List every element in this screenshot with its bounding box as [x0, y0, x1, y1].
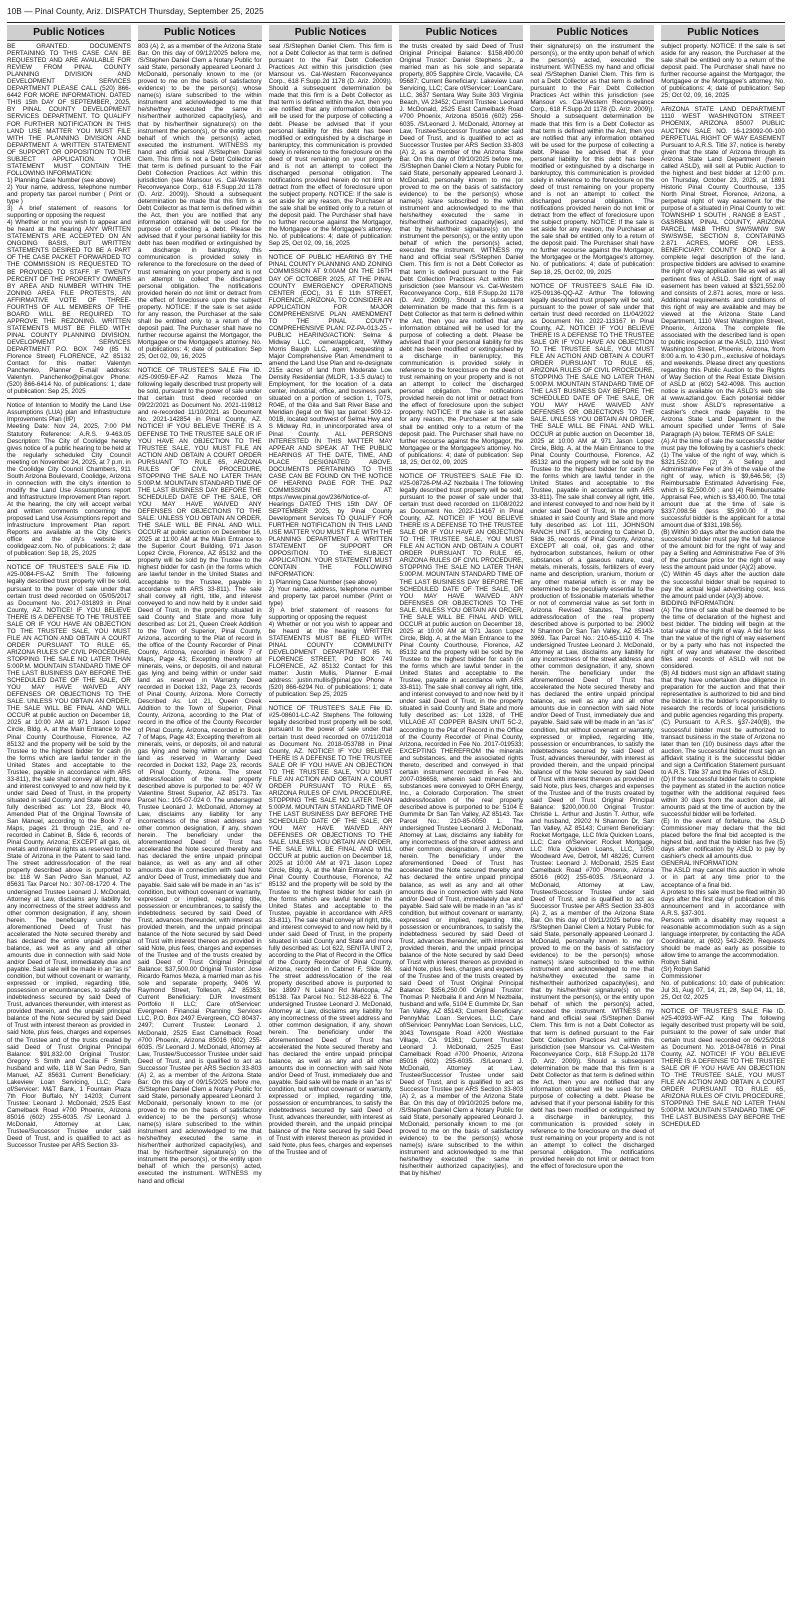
notice-paragraph: (A) The time of sale shall be deemed to be the time of declaration of the highest and best bidder. The bidding will begin at the total value of the right of way. A bid for less than the value of the right of way easement or by a party who has not inspected the right of way and whatever the described files and records of ASLD will not be considered. [661, 606, 785, 671]
column-body [530, 43, 654, 1170]
column-body [661, 43, 785, 1128]
notice-paragraph: NOTICE OF TRUSTEE'S SALE File ID. #25-09136-QQ-AZ Arthur The following legally described trust property will be sold, pursuant to the power of sale under that certain trust deed recorded on 11/04/2022 as Document No. 2022-113167 in Pinal County, AZ. NOTICE! IF YOU BELIEVE THERE IS A DEFENSE TO THE TRUSTEE SALE OR IF YOU HAVE AN OBJECTION TO THE TRUSTEE SALE, YOU MUST FILE AN ACTION AND OBTAIN A COURT ORDER PURSUANT TO RULE 65, ARIZONA RULES OF CIVIL PROCEDURE, STOPPING THE SALE NO LATER THAN 5:00P.M. MOUNTAIN STANDARD TIME OF THE LAST BUSINESS DAY BEFORE THE SCHEDULED DATE OF THE SALE, OR YOU MAY HAVE WAIVED ANY DEFENSES OR OBJECTIONS TO THE SALE. UNLESS YOU OBTAIN AN ORDER, THE SALE WILL BE FINAL AND WILL OCCUR at public auction on December 18, 2025 at 10:00 AM at 971 Jason Lopez Circle, Bldg. A, at the Main Entrance to the Pinal County Courthouse, Florence, AZ 85132 and the property will be sold by the Trustee to the highest bidder for cash (in the forms which are lawful tender in the United States and acceptable to the Trustee, payable in accordance with ARS 33-811). The sale shall convey all right, title, and interest conveyed to and now held by it under said Deed of Trust, in the property situated in said County and State and more fully described as: Lot 111, JOHNSON RANCH UNIT 15, according to Cabinet D, Slide 35, records of Pinal County, Arizona; EXCEPT all coal, oil, gas and other hydrocarbon substances, helium or other substances of a gaseous nature, coal, metals, minerals, fossils, fertilizers of every name and description, uranium, thorium or any other material which is or may be determined to be peculiarly essential to the production of fissionable materials whether or not of commercial value as set forth in Arizona Revised Statutes. The street address/location of the real property described above is purported to be: 29002 N Shannon Dr San Tan Valley, AZ 85143-3969. Tax Parcel No.: 210-65-1110 4. The undersigned Trustee Leonard J. McDonald, Attorney at Law, disclaims any liability for any incorrectness of the street address and other common designation, if any, shown herein. The beneficiary under the aforementioned Deed of Trust has accelerated the Note secured thereby and has declared the entire unpaid principal balance, as well as any and all other amounts due in connection with said Note and/or Deed of Trust, immediately due and payable. Said sale will be made in an "as is" condition, but without covenant or warranty, expressed or implied, regarding title, possession or encumbrances, to satisfy the indebtedness secured by said Deed of Trust, advances thereunder, with interest as provided therein, and the unpaid principal balance of the Note secured by said Deed of Trust with interest thereon as provided in said Note, plus fees, charges and expenses of the Trustee and of the trusts created by said Deed of Trust Original Principal Balance: $200,000.00 Original Trustor: Christie L. Arthur and Justin T. Arthur, wife and husband, 29202 N Shannon Dr, San Tan Valley, AZ 85143; Current Beneficiary: Rocket Mortgage, LLC f/k/a Quicken Loans, LLC; Care of/Servicer: Rocket Mortgage, LLC f/k/a Quicken Loans, LLC, 1050 Woodward Ave, Detroit, MI 48226; Current Trustee: Leonard J. McDonald, 2525 East Camelback Road #700 Phoenix, Arizona 85016 (602) 255-6035. /S/Leonard J. McDonald, Attorney at Law, Trustee/Successor Trustee under said Deed of Trust, and is qualified to act as Successor Trustee per ARS Section 33-803 (A) 2, as a member of the Arizona State Bar. On this day of 09/11/2025 before me, /S/Stephen Daniel Clem a Notary Public for said State, personally appeared Leonard J. McDonald, personally known to me (or proved to me on the basis of satisfactory evidence) to be the person(s) whose name(s) is/are subscribed to the within instrument and acknowledged to me that he/she/they executed the same in his/her/their authorized capacity(ies), and that by his/her/their signature(s) on the instrument the person(s), or the entity upon behalf of which the person(s) acted, executed the instrument. WITNESS my hand and official seal /S/Stephen Daniel Clem. This firm is not a Debt Collector as that term is defined pursuant to the Fair Debt Collection Practices Act within this jurisdiction (see Mansour vs. Cal-Western Reconveyance Corp., 618 F.Supp.2d 1178 (D. Ariz. 2009)). Should a subsequent determination be made that this firm is a Debt Collector as that term is defined within the Act, then you are notified that any information obtained will be used for the purpose of collecting a debt. Please be advised that if your personal liability for this debt has been modified or extinguished by a discharge in bankruptcy, this communication is provided solely in reference to the foreclosure on the deed of trust remaining on your property and is not an attempt to collect the discharged personal obligation. The notifications provided herein do not limit or detract from the effect of foreclosure upon the [530, 282, 655, 1171]
legal-notice [138, 43, 262, 360]
notice-paragraph: 1) Planning Case Number (see above) [7, 176, 116, 184]
notice-paragraph: NOTICE OF TRUSTEE'S SALE File ID. #25-08601-LC-AZ Stephens The following legally described trust property will be sold, pursuant to the power of sale under that certain trust deed recorded on 07/11/2018 as Document No. 2018-053788 in Pinal County, AZ. NOTICE! IF YOU BELIEVE THERE IS A DEFENSE TO THE TRUSTEE SALE OR IF YOU HAVE AN OBJECTION TO THE TRUSTEE SALE, YOU MUST FILE AN ACTION AND OBTAIN A COURT ORDER PURSUANT TO RULE 65, ARIZONA RULES OF CIVIL PROCEDURE, STOPPING THE SALE NO LATER THAN 5:00P.M. MOUNTAIN STANDARD TIME OF THE LAST BUSINESS DAY BEFORE THE SCHEDULED DATE OF THE SALE, OR YOU MAY HAVE WAIVED ANY DEFENSES OR OBJECTIONS TO THE SALE. UNLESS YOU OBTAIN AN ORDER, THE SALE WILL BE FINAL AND WILL OCCUR at public auction on December 18, 2025 at 10:00 AM at 971 Jason Lopez Circle, Bldg. A, at the Main Entrance to the Pinal County Courthouse, Florence, AZ 85132 and the property will be sold by the Trustee to the highest bidder for cash (in the forms which are lawful tender in the United States and acceptable to the Trustee, payable in accordance with ARS 33-811). The sale shall convey all right, title, and interest conveyed to and now held by it under said Deed of Trust, in the property situated in said County and State and more fully described as: Lot 622, SENITA UNIT 2, according to the Plat of Record in the Office of the County Recorder of Pinal County, Arizona, recorded in Cabinet F, Slide 98. The street address/location of the real property described above is purported to be: 18997 N Leland Rd Maricopa, AZ 85138. Tax Parcel No.: 512-38-622 6. The undersigned Trustee Leonard J. McDonald, Attorney at Law, disclaims any liability for any incorrectness of the street address and other common designation, if any, shown herein. The beneficiary under the aforementioned Deed of Trust has accelerated the Note secured thereby and has declared the entire unpaid principal balance, as well as any and all other amounts due in connection with said Note and/or Deed of Trust, immediately due and payable. Said sale will be made in an "as is" condition, but without covenant or warranty, expressed or implied, regarding title, possession or encumbrances, to satisfy the indebtedness secured by said Deed of Trust, advances thereunder, with interest as provided therein, and the unpaid principal balance of the Note secured by said Deed of Trust with interest thereon as provided in said Note, plus fees, charges and expenses of the Trustee and of [268, 705, 393, 1157]
notice-column-2 [138, 25, 262, 1615]
notice-column-4 [399, 25, 523, 1615]
notice-paragraph: 3) A brief statement of reasons for supporting or opposing the request [7, 205, 131, 220]
legal-notice [7, 560, 131, 1149]
notice-paragraph: the trusts created by said Deed of Trust Original Principal Balance: $158,490.00 Original Trustor: Daniel Stephens Jr., a married man as his sole and separate property, 805 Sapphire Circle, Vacaville, CA 95687; Current Beneficiary: Lakeview Loan Servicing, LLC; Care of/Servicer: LoanCare, LLC, 3637 Sentara Way Suite 303 Virginia Beach, VA 23452; Current Trustee: Leonard J. McDonald, 2525 East Camelback Road #700 Phoenix, Arizona 85016 (602) 256-6035. /S/Leonard J. McDonald, Attorney at Law, Trustee/Successor Trustee under said Deed of Trust, and is qualified to act as Successor Trustee per ARS Section 33-803 (A) 2, as a member of the Arizona State Bar. On this day of 09/10/2025 before me, /S/Stephen Daniel Clem a Notary Public for said State, personally appeared Leonard J. McDonald, personally known to me (or proved to me on the basis of satisfactory evidence) to be the person(s) whose name(s) is/are subscribed to the within instrument and acknowledged to me that he/she/they executed the same in his/her/their authorized capacity(ies), and that by his/her/their signature(s) on the instrument the person(s), or the entity upon behalf of which the person(s) acted, executed the instrument. WITNESS my hand and official seal /S/Stephen Daniel Clem. This firm is not a Debt Collector as that term is defined pursuant to the Fair Debt Collection Practices Act within this jurisdiction (see Mansour vs. Cal-Western Reconveyance Corp., 618 F.Supp.2d 1178 (D. Ariz. 2009)). Should a subsequent determination be made that this firm is a Debt Collector as that term is defined within the Act, then you are notified that any information obtained will be used for the purpose of collecting a debt. Please be advised that if your personal liability for this debt has been modified or extinguished by a discharge in bankruptcy, this communication is provided solely in reference to the foreclosure on the deed of trust remaining on your property and is not an attempt to collect the discharged personal obligation. The notifications provided herein do not limit or detract from the effect of foreclosure upon the subject property. NOTICE: If the sale is set aside for any reason, the Purchaser at the sale shall be entitled only to a return of the deposit paid. The Purchaser shall have no further recourse against the Mortgagor, the Mortgagee or the Mortgagee's attorney. No. of publications: 4; date of publication: Sep 18, 25, Oct 02, 09, 2025 [399, 43, 524, 466]
column-body [269, 43, 393, 1156]
notice-paragraph: 3) A brief statement of reasons for supporting or opposing the request [268, 606, 393, 621]
notice-paragraph: (E) In the event of forfeiture, the ASLD Commissioner may declare that the bid placed before the final bid accepted is the highest bid, and that the bidder has five (5) days after notification by ASLD to pay by cashier's check all amounts due. [661, 818, 785, 861]
notice-paragraph: 2) Your name, address, telephone number and property tax parcel number ( Print or type ) [7, 183, 131, 206]
notice-column-1 [7, 25, 131, 1615]
notice-paragraph: seal /S/Stephen Daniel Clem. This firm is not a Debt Collector as that term is defined pursuant to the Fair Debt Collection Practices Act within this jurisdiction (see Mansour vs. Cal-Western Reconveyance Corp., 618 F.Supp.2d 1178 (D. Ariz. 2009)). Should a subsequent determination be made that this firm is a Debt Collector as that term is defined within the Act, then you are notified that any information obtained will be used for the purpose of collecting a debt. Please be advised that if your personal liability for this debt has been modified or extinguished by a discharge in bankruptcy, this communication is provided solely in reference to the foreclosure on the deed of trust remaining on your property and is not an attempt to collect the discharged personal obligation. The notifications provided herein do not limit or detract from the effect of foreclosure upon the subject property. NOTICE: If the sale is set aside for any reason, the Purchaser at the sale shall be entitled only to a return of the deposit paid. The Purchaser shall have no further recourse against the Mortgagor, the Mortgagee or the Mortgagee's attorney. No. of publications: 4; date of publication: Sep 25, Oct 02, 09, 16, 2025 [268, 43, 393, 248]
notice-paragraph: (Sr) Robyn Sahid [661, 966, 710, 974]
legal-notice [138, 363, 262, 1184]
legal-notice [7, 43, 131, 395]
legal-notice [399, 469, 523, 1178]
column-heading: Public Notices [530, 25, 654, 41]
notice-paragraph: subject property. NOTICE: If the sale is set aside for any reason, the Purchaser at the sale shall be entitled only to a return of the deposit paid. The Purchaser shall have no further recourse against the Mortgagor, the Mortgagee or the Mortgagee's attorney. No. of publications: 4; date of publication: Sep 25; Oct 02, 09, 16, 2025 [661, 43, 785, 100]
legal-notice [269, 701, 393, 1156]
column-body [399, 43, 523, 1178]
notice-paragraph: NOTICE OF TRUSTEE'S SALE File ID. #25-08726-PM-AZ Nezbaila I The following legally described trust property will be sold, pursuant to the power of sale under that certain trust deed recorded on 11/08/2022 as Document No. 2022-114167 in Pinal County, AZ. NOTICE! IF YOU BELIEVE THERE IS A DEFENSE TO THE TRUSTEE SALE OR IF YOU HAVE AN OBJECTION TO THE TRUSTEE SALE, YOU MUST FILE AN ACTION AND OBTAIN A COURT ORDER PURSUANT TO RULE 65, ARIZONA RULES OF CIVIL PROCEDURE, STOPPING THE SALE NO LATER THAN 5:00P.M. MOUNTAIN STANDARD TIME OF THE LAST BUSINESS DAY BEFORE THE SCHEDULED DATE OF THE SALE, OR YOU MAY HAVE WAIVED ANY DEFENSES OR OBJECTIONS TO THE SALE. UNLESS YOU OBTAIN AN ORDER, THE SALE WILL BE FINAL AND WILL OCCUR at public auction on December 18, 2025 at 10:00 AM at 971 Jason Lopez Circle, Bldg. A, at the Main Entrance to the Pinal County Courthouse, Florence, AZ 85132 and the property will be sold by the Trustee to the highest bidder for cash (in the forms which are lawful tender in the United States and acceptable to the Trustee, payable in accordance with ARS 33-811). The sale shall convey all right, title, and interest conveyed to and now held by it under said Deed of Trust, in the property situated in said County and State and more fully described as: Lot 1328, of THE VILLAGE AT COPPER BASIN UNIT 5C-2, according to the Plat of Record in the Office of the County Recorder of Pinal County, Arizona, recorded in Fee No. 2017-019533; EXCEPTING THEREFROM the minerals and substances, and the associated rights thereto, described and conveyed in that certain instrument recorded in Fee No. 2007-036658, wherein said minerals and substances were conveyed to ORH Energy, Inc., a Colorado Corporation. The street address/location of the real property described above is purported to be: 5104 E Gummite Dr San Tan Valley, AZ 85143. Tax Parcel No.: 210-85-0050 1. The undersigned Trustee Leonard J. McDonald, Attorney at Law, disclaims any liability for any incorrectness of the street address and other common designation, if any, shown herein. The beneficiary under the aforementioned Deed of Trust has accelerated the Note secured thereby and has declared the entire unpaid principal balance, as well as any and all other amounts due in connection with said Note and/or Deed of Trust, immediately due and payable. Said sale will be made in an "as is" condition, but without covenant or warranty, expressed or implied, regarding title, possession or encumbrances, to satisfy the indebtedness secured by said Deed of Trust, advances thereunder, with interest as provided therein, and the unpaid principal balance of the Note secured by said Deed of Trust with interest thereon as provided in said Note, plus fees, charges and expenses of the Trustee and of the trusts created by said Deed of Trust Original Principal Balance: $356,250.00 Original Trustor: Thomas P. Nezbaila II and Ann M Nezbaila, husband and wife, 5104 E Gummite Dr, San Tan Valley, AZ 85143; Current Beneficiary: PennyMac Loan Services, LLC; Care of/Servicer: PennyMac Loan Services, LLC, 3043 Townsgate Road #200 Westlake Village, CA 91361; Current Trustee: Leonard J. McDonald, 2525 East Camelback Road #700 Phoenix, Arizona 85016 (602) 255-6035. /S/Leonard J. McDonald, Attorney at Law, Trustee/Successor Trustee under said Deed of Trust, and is qualified to act as Successor Trustee per ARS Section 33-803 (A) 2, as a member of the Arizona State Bar. On this day of 09/10/2025 before me, /S/Stephen Daniel Clem a Notary Public for said State, personally appeared Leonard J. McDonald, personally known to me (or proved to me on the basis of satisfactory evidence) to be the person(s) whose name(s) is/are subscribed to the within instrument and acknowledged to me that he/she/they executed the same in his/her/their authorized capacity(ies), and that by his/her/ [399, 472, 524, 1178]
notice-paragraph: Meeting Date: Nov 24, 2025, 7:00 PM Statutory Reference: A.R.S. 9-463.05 Description: The City of Coolidge hereby gives notice of a public hearing to be held at the regularly scheduled City Council meeting on November 24, 2025, at 7 p.m. in the Coolidge City Council Chambers, 911 South Arizona Boulevard, Coolidge, Arizona in connection with the city's intention to modify the Land Use Assumptions report and Infrastructure Improvement Plan report. At the hearing, the city will accept verbal and written comments concerning the proposed Land Use Assumptions report and Infrastructure Improvement Plan report. Reports are available at the City Clerk's office and the city's website at coolidgeaz.com. No. of publications: 2; date of publication: Sep 18, 25, 2025 [7, 423, 131, 558]
column-heading: Public Notices [399, 25, 523, 41]
notice-paragraph: ARIZONA STATE LAND DEPARTMENT 1110 WEST WASHINGTON STREET PHOENIX, ARIZONA 85007 PUBLIC AUCTION SALE NO. 16-123092-00-100 PERPETUAL RIGHT OF WAY EASEMENT Pursuant to A.R.S. Title 37, notice is hereby given that the state of Arizona through its Arizona State Land Department (herein called ASLD), will sell at Public Auction to the highest and best bidder at 12:00 p.m. on Thursday, October 23, 2025, at 1891 Historic Pinal County Courthouse, 135 North Pinal Street, Florence, Arizona, a perpetual right of way easement for the purpose of a situated in Pinal County to wit: TOWNSHIP 1 SOUTH , RANGE 8 EAST , G&SRB&M, PINAL COUNTY, ARIZONA PARCEL M&B THRU SW/SWNW SW SW/SWSE, SECTION 8, CONTAINING 2.871 ACRES, MORE OR LESS. BENEFICIARY: COUNTY BOND For a complete legal description of the land, prospective bidders are advised to examine the right of way application file as well as all pertinent files of ASLD. Said right of way easement has been valued at $321,552.00 and consists of 2.871 acres, more or less. Additional requirements and conditions of this right of way are available and may be viewed at the Arizona State Land Department, 1110 West Washington Street, Phoenix, Arizona. The complete file associated with the described land is open to public inspection at the ASLD, 1110 West Washington Street, Phoenix, Arizona, from 8:00 a.m. to 4:30 p.m., exclusive of holidays and weekends. Please direct any questions regarding this Public Auction to the Rights of Way Section of the Real Estate Division of ASLD at (602) 542-4098. This auction notice is available on the ASLD's web site at www.azland.gov. Each potential bidder must show ASLD's representative a cashier's check made payable to the Arizona State Land Department in the amount specified under Terms of Sale Paragraph (A) below. TERMS OF SALE: [661, 106, 785, 438]
column-heading: Public Notices [661, 25, 785, 41]
column-heading: Public Notices [7, 25, 131, 41]
legal-notice [269, 250, 393, 698]
legal-notice [530, 43, 654, 276]
notice-paragraph: (D) If the successful bidder fails to complete the payment as stated in the auction notice together with the additional required fees within 30 days from the auction date, all amounts paid at the time of auction by the successful bidder will be forfeited. [661, 775, 785, 819]
column-body [138, 43, 262, 1185]
notice-paragraph: 4) Whether or not you wish to appear and be heard at the hearing WRITTEN STATEMENTS MUST BE FILED WITH: PINAL COUNTY COMMUNITY DEVELOPMENT DEPARTMENT 85 N. FLORENCE STREET, PO BOX 749 FLORENCE, AZ 85132 Contact for this matter: Justin Mullis, Planner E-mail address: justin.mullis@pinal.gov Phone # (520) 866-6294 No. of publications: 1; date of publication: Sep 25, 2025 [268, 620, 393, 699]
notice-paragraph: 803 (A) 2, as a member of the Arizona State Bar. On this day of 09/12/2025 before me, /S/Stephen Daniel Clem a Notary Public for said State, personally appeared Leonard J. McDonald, personally known to me (or proved to me on the basis of satisfactory evidence) to be the person(s) whose name(s) is/are subscribed to the within instrument and acknowledged to me that he/she/they executed the same in his/her/their authorized capacity(ies), and that by his/her/their signature(s) on the instrument the person(s), or the entity upon behalf of which the person(s) acted, executed the instrument. WITNESS my hand and official seal /S/Stephen Daniel Clem. This firm is not a Debt Collector as that term is defined pursuant to the Fair Debt Collection Practices Act within this jurisdiction (see Mansour vs. Cal-Western Reconveyance Corp., 618 F.Supp.2d 1178 (D. Ariz. 2009)). Should a subsequent determination be made that this firm is a Debt Collector as that term is defined within the Act, then you are notified that any information obtained will be used for the purpose of collecting a debt. Please be advised that if your personal liability for this debt has been modified or extinguished by a discharge in bankruptcy, this communication is provided solely in reference to the foreclosure on the deed of trust remaining on your property and is not an attempt to collect the discharged personal obligation. The notifications provided herein do not limit or detract from the effect of foreclosure upon the subject property. NOTICE: If the sale is set aside for any reason, the Purchaser at the sale shall be entitled only to a return of the deposit paid. The Purchaser shall have no further recourse against the Mortgagor, the Mortgagee or the Mortgagee's attorney. No. of publications: 4; date of publication: Sep 25; Oct 02, 09, 16, 2025 [137, 43, 262, 361]
notice-paragraph: (B) All bidders must sign an affidavit stating that they have undertaken due diligence in preparation for the auction and that their representative is authorized to bid and bind the bidder. It is the bidder's responsibility to research the records of local jurisdictions and public agencies regarding this property. [661, 670, 785, 720]
notice-paragraph: BE GRANTED. DOCUMENTS PERTAINING TO THIS CASE CAN BE REQUESTED AND ARE AVAILABLE FOR REVIEW FROM PINAL COUNTY PLANNING DIVISION AND DEVELOPMENT SERVICES DEPARTMENT PLEASE CALL (520) 866-6442 FOR MORE INFORMATION. DATED THIS 15th DAY OF SEPTEMBER, 2025, BY PINAL COUNTY DEVELOPMENT SERVICES DEPARTMENT. TO QUALIFY FOR FURTHER NOTIFICATION IN THIS LAND USE MATTER YOU MUST FILE WITH THE PLANNING DIVISION AND DEPARTMENT A WRITTEN STATEMENT OF SUPPORT OR OPPOSITION TO THE SUBJECT APPLICATION. YOUR STATEMENT MUST CONTAIN THE FOLLOWING INFORMATION: [7, 43, 131, 177]
column-heading: Public Notices [138, 25, 262, 41]
column-body [7, 43, 131, 1149]
notice-paragraph: The ASLD may cancel this auction in whole or in part at any time prior to the acceptance of a final bid. [661, 867, 785, 889]
notice-paragraph: (C) Pursuant to A.R.S. §37-240(B), the successful bidder must be authorized to transact business in the state of Arizona no later than ten (10) business days after the auction. The successful bidder must sign an affidavit stating it is the successful bidder and sign a Certification Statement pursuant to A.R.S. Title 37 and the Rules of ASLD. [661, 719, 785, 776]
notice-paragraph: NOTICE OF TRUSTEE'S SALE File ID. #25-40393-WF-AZ King The following legally described trust property will be sold, pursuant to the power of sale under that certain trust deed recorded on 06/25/2018 as Document No. 2018-047816 in Pinal County, AZ. NOTICE! IF YOU BELIEVE THERE IS A DEFENSE TO THE TRUSTEE SALE OR IF YOU HAVE AN OBJECTION TO THE TRUSTEE SALE, YOU MUST FILE AN ACTION AND OBTAIN A COURT ORDER PURSUANT TO RULE 65, ARIZONA RULES OF CIVIL PROCEDURE, STOPPING THE SALE NO LATER THAN 5:00P.M. MOUNTAIN STANDARD TIME OF THE LAST BUSINESS DAY BEFORE THE SCHEDULED [661, 1008, 785, 1129]
notice-paragraph: No. of publications: 10; date of publication: Jul 31, Aug 07, 14, 21, 28, Sep 04, 11, 18, 25, Oct 02, 2025 [661, 980, 785, 1002]
notice-column-6 [661, 25, 785, 1615]
notice-paragraph: their signature(s) on the instrument the person(s), or the entity upon behalf of which the person(s) acted, executed the instrument. WITNESS my hand and official seal /S/Stephen Daniel Clem. This firm is not a Debt Collector as that term is defined pursuant to the Fair Debt Collection Practices Act within this jurisdiction (see Mansour vs. Cal-Western Reconveyance Corp., 618 F.Supp.2d 1178 (D. Ariz. 2009)). Should a subsequent determination be made that this firm is a Debt Collector as that term is defined within the Act, then you are notified that any information obtained will be used for the purpose of collecting a debt. Please be advised that if your personal liability for this debt has been modified or extinguished by a discharge in bankruptcy, this communication is provided solely in reference to the foreclosure on the deed of trust remaining on your property and is not an attempt to collect the discharged personal obligation. The notifications provided herein do not limit or detract from the effect of foreclosure upon the subject property. NOTICE: If the sale is set aside for any reason, the Purchaser at the sale shall be entitled only to a return of the deposit paid. The Purchaser shall have no further recourse against the Mortgagor, the Mortgagee or the Mortgagee's attorney. No. of publications: 4; date of publication: Sep 18, 25, Oct 02, 09, 2025 [530, 43, 655, 276]
notice-paragraph: NOTICE OF TRUSTEE'S SALE File ID. #25-09059-EF-AZ Ramos Meza The following legally described trust property will be sold, pursuant to the power of sale under that certain trust deed recorded on 09/22/2021 as Document No. 2021-119812 and re-recorded 11/10/2021 as Document No. 2021-142854 in Pinal County, AZ. NOTICE! IF YOU BELIEVE THERE IS A DEFENSE TO THE TRUSTEE SALE OR IF YOU HAVE AN OBJECTION TO THE TRUSTEE SALE, YOU MUST FILE AN ACTION AND OBTAIN A COURT ORDER PURSUANT TO RULE 65, ARIZONA RULES OF CIVIL PROCEDURE, STOPPING THE SALE NO LATER THAN 5:00P.M. MOUNTAIN STANDARD TIME OF THE LAST BUSINESS DAY BEFORE THE SCHEDULED DATE OF THE SALE, OR YOU MAY HAVE WAIVED ANY DEFENSES OR OBJECTIONS TO THE SALE. UNLESS YOU OBTAIN AN ORDER, THE SALE WILL BE FINAL AND WILL OCCUR at public auction on December 16, 2025 at 11:00 AM at the Main Entrance to the Superior Court Building, 971 Jason Lopez Circle, Florence, AZ 85132 and the property will be sold by the Trustee to the highest bidder for cash (in the forms which are lawful tender in the United States and acceptable to the Trustee, payable in accordance with ARS 33-811). The sale shall convey all right, title, and interest conveyed to and now held by it under said Deed of Trust, in the property situated in said County and State and more fully described as: Lot 21, Queen Creek Addition to the Town of Superior, Pinal County, Arizona, according to the Plat of record in the office of the County Recorder of Pinal County, Arizona, recorded in Book 7 of Maps, Page 43; Excepting therefrom all minerals, veins, or deposits, oil and natural gas lying and being within or under said land as reserved in Warranty Deed recorded in Docket 132, Page 23, records of Pinal County, Arizona. More Correctly Described As: Lot 21, Queen Creek Addition to the Town of Superior, Pinal County, Arizona, according to the Plat of record in the office of the County Recorder of Pinal County, Arizona, recorded in Book 7 of Maps, Page 43; Excepting therefrom all minerals, veins, or deposits, oil and natural gas lying and being within or under said land as reserved in Warranty Deed recorded in Docket 132, Page 23, records of Pinal County, Arizona. The street address/location of the real property described above is purported to be: 407 W Valentine Street Superior, AZ 85173. Tax Parcel No.: 105-07-024 0. The undersigned Trustee Leonard J. McDonald, Attorney at Law, disclaims any liability for any incorrectness of the street address and other common designation, if any, shown herein. The beneficiary under the aforementioned Deed of Trust has accelerated the Note secured thereby and has declared the entire unpaid principal balance, as well as any and all other amounts due in connection with said Note and/or Deed of Trust, immediately due and payable. Said sale will be made in an "as is" condition, but without covenant or warranty, expressed or implied, regarding title, possession or encumbrances, to satisfy the indebtedness secured by said Deed of Trust, advances thereunder, with interest as provided therein, and the unpaid principal balance of the Note secured by said Deed of Trust with interest thereon as provided in said Note, plus fees, charges and expenses of the Trustee and of the trusts created by said Deed of Trust Original Principal Balance: $37,500.00 Original Trustor: Jose Ricardo Ramos Meza, a married man as his sole and separate property, 9406 W. Raymond Street, Tolleson, AZ 85353; Current Beneficiary: DJR Investment Portfolio II LLC; Care of/Servicer: Evergreen Financial Planning Services LLC, P.O. Box 2497 Evergreen, CO 80437-2497; Current Trustee: Leonard J. McDonald, 2525 East Camelback Road #700 Phoenix, Arizona 85016 (602) 255-6035. /S/ Leonard J. McDonald, Attorney at Law, Trustee/Successor Trustee under said Deed of Trust, and is qualified to act as Successor Trustee per ARS Section 33-803 (A) 2, as a member of the Arizona State Bar. On this day of 09/15/2025 before me, /S/Stephen Daniel Clem a Notary Public for said State, personally appeared Leonard J. McDonald, personally known to me (or proved to me on the basis of satisfactory evidence) to be the person(s) whose name(s) is/are subscribed to the within instrument and acknowledged to me that he/she/they executed the same in his/her/their authorized capacity(ies), and that by his/her/their signature(s) on the instrument the person(s), or the entity upon behalf of which the person(s) acted, executed the instrument. WITNESS my hand and official [137, 367, 262, 1185]
notice-paragraph: 2) Your name, address, telephone number and property tax parcel number (Print or type) [268, 585, 393, 607]
notice-paragraph: Robyn Sahid [661, 959, 698, 967]
legal-notice [399, 43, 523, 466]
notice-paragraph: BIDDING INFORMATION: [661, 599, 736, 607]
notice-column-3 [269, 25, 393, 1615]
notice-paragraph: NOTICE OF TRUSTEE'S SALE File ID. #25-0084-FS-AZ Smith The following legally described trust property will be sold, pursuant to the power of sale under that certain trust deed recorded on 05/05/2017 as Document No. 2017-031893 in Pinal County, AZ. NOTICE! IF YOU BELIEVE THERE IS A DEFENSE TO THE TRUSTEE SALE OR IF YOU HAVE AN OBJECTION TO THE TRUSTEE SALE, YOU MUST FILE AN ACTION AND OBTAIN A COURT ORDER PURSUANT TO RULE 65, ARIZONA RULES OF CIVIL PROCEDURE, STOPPING THE SALE NO LATER THAN 5:00P.M. MOUNTAIN STANDARD TIME OF THE LAST BUSINESS DAY BEFORE THE SCHEDULED DATE OF THE SALE, OR YOU MAY HAVE WAIVED ANY DEFENSES OR OBJECTIONS TO THE SALE. UNLESS YOU OBTAIN AN ORDER, THE SALE WILL BE FINAL AND WILL OCCUR at public auction on December 18, 2025 at 10:00 AM at 971 Jason Lopez Circle, Bldg. A, at the Main Entrance to the Pinal County Courthouse, Florence, AZ 85132 and the property will be sold by the Trustee to the highest bidder for cash (in the forms which are lawful tender in the United States and acceptable to the Trustee, payable in accordance with ARS 33-811), the sale shall convey all right, title, and interest conveyed to and now held by it under said Deed of Trust, in the property situated in said County and State and more fully described as: Lot 23, Block 40, Amended Plat of the Original Townsite of San Manuel, according to the Book 7 of Maps, pages 21 through 21E, and re-recorded in Cabinet B, Slide 6, records of Pinal County, Arizona; EXCEPT all gas, oil, metals and mineral rights as reserved to the State of Arizona in the Patent to said land. The street address/location of the real property described above is purported to be: 118 W San Pedro San Manuel, AZ 85631 Tax Parcel No.: 307-08-1720 4. The undersigned Trustee Leonard J. McDonald, Attorney at Law, disclaims any liability for any incorrectness of the street address and other common designation, if any, shown herein. The beneficiary under the aforementioned Deed of Trust has accelerated the Note secured thereby and has declared the entire unpaid principal balance, as well as any and all other amounts due in connection with said Note and/or Deed of Trust, immediately due and payable. Said sale will be made in an "as is" condition, but without covenant or warranty, expressed or implied, regarding title, possession or encumbrances, to satisfy the indebtedness secured by said Deed of Trust, advances thereunder, with interest as provided therein, and the unpaid principal balance of the Note secured by said Deed of Trust with interest thereon as provided in said Note, plus fees, charges and expenses of the Trustee and of the trusts created by said Deed of Trust Original Principal Balance: $91,832.00 Original Trustor: Gregory S Smith and Cecilia F Smith, husband and wife, 118 W San Pedro, San Manuel, AZ 85631 Current Beneficiary: Lakeview Loan Servicing, LLC; Care of/Servicer: M&T Bank, 1 Fountain Plaza 7th Floor Buffalo, NY 14203; Current Trustee: Leonard J. McDonald, 2525 East Camelback Road #700 Phoenix, Arizona 85016 (602) 255-6035. /S/ Leonard J. McDonald, Attorney at Law, Trustee/Successor Trustee under said Deed of Trust, and is qualified to act as Successor Trustee per ARS Section 33- [7, 564, 131, 1150]
notice-columns [7, 25, 785, 1615]
notice-paragraph: Persons with a disability may request a reasonable accommodation such as a sign language interpreter, by contacting the ADA Coordinator, at (602) 542-2629. Requests should be made as early as possible to allow time to arrange the accommodation. [661, 916, 785, 959]
notice-paragraph: NOTICE OF PUBLIC HEARING BY THE PINAL COUNTY PLANNING AND ZONING COMMISSION AT 9:00AM ON THE 16TH DAY OF OCTOBER 2025, AT THE PINAL COUNTY EMERGENCY OPERATIONS CENTER (EOC), 31 E 11th STREET, FLORENCE, ARIZONA, TO CONSIDER AN APPLICATION FOR MAJOR COMPREHENSIVE PLAN AMENDMENT TO THE PINAL COUNTY COMPREHENSIVE PLAN: PZ-PA-013-25 – PUBLIC HEARING/ACTION: Selma & Midway LLC, owner/applicant, Withey Morris Baugh LLC, agent, requesting a Major Comprehensive Plan Amendment to amend the Land Use Plan and re-designate 215± acres of land from Moderate Low Density Residential (MLDR, 1-3.5 du/ac) to Employment, for the location of a data center, industrial, office, and business park, situated on a portion of section 1, T07S, R04E, of the Gila and Salt River Base and Meridian (legal on file) tax parcel: 509-12-001B, located southwest of Selma Hwy and S Midway Rd, in unincorporated area of Pinal County. ALL PERSONS INTERESTED IN THIS MATTER MAY APPEAR AND SPEAK AT THE PUBLIC HEARINGS AT THE DATE, TIME, AND PLACE DESIGNATED ABOVE. DOCUMENTS PERTAINING TO THIS CASE CAN BE FOUND ON THE NOTICE OF HEARING PAGE FOR THE P&Z COMMISSION AT: https://www.pinal.gov/236/Notice-of-Hearings DATED THIS 15th DAY OF SEPTEMBER 2025, by Pinal County Development Services TO QUALIFY FOR FURTHER NOTIFICATION IN THIS LAND USE MATTER YOU MUST FILE WITH THE PLANNING DEPARTMENT A WRITTEN STATEMENT OF SUPPORT OR OPPOSITION TO THE SUBJECT APPLICATION. YOUR STATEMENT MUST CONTAIN THE FOLLOWING INFORMATION: [268, 254, 393, 579]
notice-paragraph: Notice of Intention to Modify the Land Use Assumptions (LUA) plan and Infrastructure Improvements Plan (IIP) [7, 402, 131, 424]
notice-paragraph: 1) Planning Case Number (see above) [268, 578, 377, 586]
notice-paragraph: Commissioner [661, 973, 702, 981]
legal-notice [661, 43, 785, 99]
notice-paragraph: A protest to this sale must be filed within 30 days after the first day of publication of this announcement and in accordance with A.R.S. §37-301. [661, 888, 785, 917]
legal-notice [530, 279, 654, 1171]
legal-notice [661, 102, 785, 1001]
running-head: 10B — Pinal County, Ariz. DISPATCH Thursday, September 25, 2025 [7, 7, 264, 16]
notice-column-5 [530, 25, 654, 1615]
column-heading: Public Notices [269, 25, 393, 41]
notice-paragraph: (B) Within 30 days after the auction date the successful bidder must pay the full balance of the amount bid for the right of way and pay a Selling and Administrative Fee of 3% of the purchase price for the right of way less the amount paid under (A)(2) above. [661, 529, 785, 572]
notice-paragraph: (C) Within 45 days after the auction date the successful bidder shall be required to pay the actual legal advertising cost, less the amount paid under (A)(3) above. [661, 571, 785, 600]
legal-notice [661, 1004, 785, 1128]
legal-notice [7, 398, 131, 557]
notice-paragraph: GENERAL INFORMATION: [661, 860, 739, 868]
notice-paragraph: 4) Whether or not you wish to appear and be heard at the hearing ANY WRITTEN STATEMENTS ARE ACCEPTED ON AN ONGOING BASIS, BUT WRITTEN STATEMENTS DESIRED TO BE A PART OF THE CASE PACKET FORWARDED TO THE COMMISSION IS REQUESTED TO BE PROVIDED TO STAFF. IF TWENTY PERCENT OF THE PROPERTY OWNERS BY AREA AND NUMBER WITHIN THE ZONING AREA FILE PROTESTS, AN AFFIRMATIVE VOTE OF THREE-FOURTHS OF ALL MEMBERS OF THE BOARD WILL BE REQUIRED TO APPROVE THE REZONING. WRITTEN STATEMENTS MUST BE FILED WITH: PINAL COUNTY PLANNING DIVISION, DEVELOPMENT SERVICES DEPARTMENT P.O. BOX 749 (85 N. Florence Street) FLORENCE, AZ 85132 Contact for this matter: Valentyn Panchenko, Planner E-mail address: Valentyn. Panchenko@pinal.gov Phone: (520) 866-6414 No. of publications: 1; date of publication: Sep 25, 2025 [7, 219, 131, 396]
legal-notice [269, 43, 393, 247]
header-rule [7, 22, 785, 23]
notice-paragraph: (A) At the time of sale the successful bidder must pay the following by a cashier's check: (1) The value of the right of way, which is $321,552.00; (2) A Selling and Administrative Fee of 3% of the value of the right of way, which is $9,646.56; (3) Reimbursable Estimated Advertising Fee, which is $2,500.00 ; and (4) Reimbursable Appraisal Fee, which is $3,400.00. The total amount due at the time of sale is $337,098.56 (less $5,900.00 if the successful bidder is the applicant for a total amount due of $331,198.56). [661, 437, 785, 530]
